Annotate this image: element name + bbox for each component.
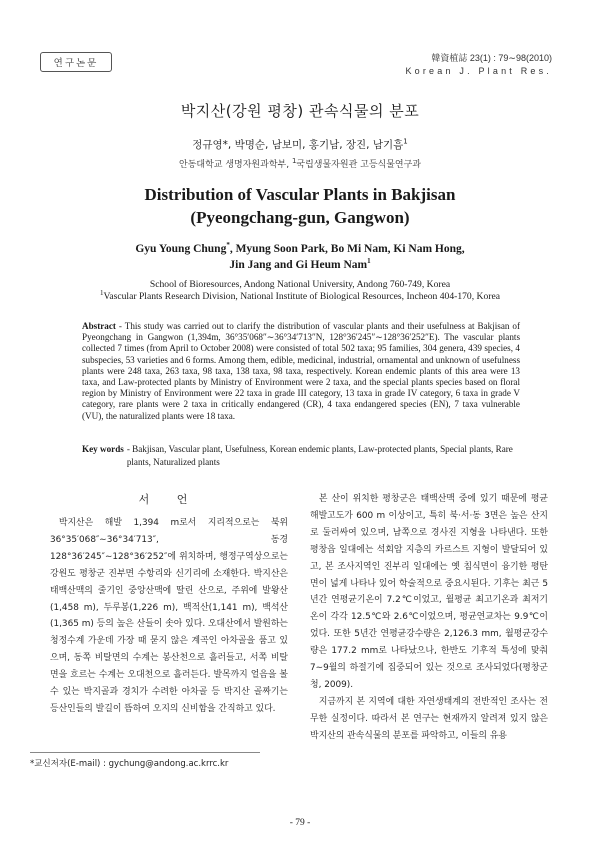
korean-author-superscript: 1	[403, 137, 408, 146]
korean-author-list: 정규영*, 박명순, 남보미, 홍기남, 장진, 남기흠	[192, 139, 404, 151]
footnote	[30, 752, 270, 769]
keywords	[82, 443, 520, 468]
affiliation-superscript: 1	[100, 288, 104, 297]
corresponding-email: *교신저자(E-mail) : gychung@andong.ac.krrc.kr	[30, 759, 229, 769]
english-title-line2: (Pyeongchang-gun, Gangwon)	[190, 208, 410, 227]
english-affiliation-line1: School of Bioresources, Andong National University, Andong 760-749, Korea	[149, 279, 451, 290]
english-affiliation-line2	[0, 288, 600, 303]
page-number: - 79 -	[289, 818, 311, 828]
english-authors-line2	[0, 257, 600, 273]
journal-name: Korean J. Plant Res.	[405, 66, 552, 76]
korean-affiliation-superscript: 1	[291, 157, 297, 165]
abstract-text: - This study was carried out to clarify the distribution of vascular plants and their usefulness at Bakjisan of Pyeongchang in Gangwon (1,394m, 36°35′068″∼36°34′713″N, 128°36′245″∼128°36′252″E). The vascular plants collected 7 times (from April to October 2008) were consisted of total 502 taxa; 95 families, 304 genera, 439 species, 4 subspecies, 53 varieties and 6 forms. Among them, edible, medicinal, industrial, ornamental and unknown of usefulness plants were 248 taxa, 263 taxa, 98 taxa, 138 taxa, 98 taxa, respectively. Korean endemic plants of this area were 13 taxa, and Law-protected plants by Ministry of Environment were 2 taxa, and the special plants species based on floral region by Ministry of Environment were 22 taxa in grade III category, 13 taxa in grade IV category, 6 taxa in grade V category, rare plants were 2 taxa in critically endangered (CR), 4 taxa endangered species (EN), 7 taxa vulnerable (VU), the naturalized plants were 18 taxa.	[82, 321, 520, 421]
english-authors	[0, 241, 600, 273]
corresponding-author: Gyu Young Chung	[135, 243, 227, 255]
section-heading-introduction: 서 언	[138, 493, 200, 506]
korean-affiliation	[0, 157, 600, 170]
left-column	[50, 491, 288, 718]
keywords-label: Key words	[82, 444, 124, 454]
article-type-tag: 연구논문	[40, 52, 112, 72]
intro-paragraph-1: 박지산은 해발 1,394 m로서 지리적으로는 북위 36°35′068″∼36°34′713″, 동경 128°36′245″∼128°36′252″에 위치하며, 행정구역상으로는 강원도 평창군 진부면 수항리와 신기리에 소재한다. 박지산은 태백산맥의 줄기인 중앙산맥에 딸린 산으로, 주위에 발왕산(1,458 m), 두루봉(1,226 m), 백적산(1,141 m), 백석산(1,365 m) 등의 높은 산들이 솟아 있다. 오대산에서 발원하는 청정수계 가운데 가장 때 묻지 않은 계곡인 아차골을 품고 있으며, 동쪽 비탈면의 수계는 봉산천으로 흘러들고, 서쪽 비탈면을 흐르는 수계는 오대천으로 흘러든다. 발목까지 얼음을 볼 수 있는 박지골과 경치가 수려한 아차골 등 박지산 골짜기는 등산인들의 발길이 뜸하여 오지의 신비함을 간직하고 있다.	[50, 518, 288, 714]
affiliation-second: Vascular Plants Research Division, National Institute of Biological Resources, Incheon 404-170, Korea	[103, 291, 500, 302]
abstract	[82, 321, 520, 422]
abstract-label: Abstract	[82, 321, 116, 331]
english-title-line1: Distribution of Vascular Plants in Bakjisan	[144, 185, 456, 204]
coauthors: , Myung Soon Park, Bo Mi Nam, Ki Nam Hong,	[229, 243, 465, 255]
korean-affiliation-second: 국립생물자원관 고등식물연구과	[296, 160, 421, 170]
journal-citation: 韓資植誌 23(1) : 79∼98(2010)	[431, 53, 552, 63]
korean-title: 박지산(강원 평창) 관속식물의 분포	[180, 102, 420, 120]
last-authors: Jin Jang and Gi Heum Nam	[229, 259, 368, 271]
english-title	[0, 183, 600, 229]
journal-info	[405, 52, 552, 78]
english-authors-line1	[0, 241, 600, 257]
keywords-text: - Bakjisan, Vascular plant, Usefulness, Korean endemic plants, Law-protected plants, Special plants, Rare plants, Naturalized plants	[126, 444, 513, 467]
intro-paragraph-3: 지금까지 본 지역에 대한 자연생태계의 전반적인 조사는 전무한 실정이다. 따라서 본 연구는 현재까지 알려져 있지 않은 박지산의 관속식물의 분포를 파악하고, 이들의 유용	[310, 696, 548, 741]
intro-paragraph-2: 본 산이 위치한 평창군은 태백산맥 중에 있기 때문에 평균 해발고도가 600 m 이상이고, 특히 북·서·동 3면은 높은 산지로 둘러싸여 있으며, 남쪽으로 경사진 지형을 나타낸다. 또한 평창읍 일대에는 석회암 지층의 카르스트 지형이 발달되어 있고, 본 조사지역인 진부리 일대에는 옛 침식면이 융기한 평탄면이 넓게 나타나 있어 학술적으로 중요시된다. 기후는 최근 5년간 연평균기온이 7.2℃이었고, 월평균 최고기온과 최저기온이 각각 12.5℃와 2.6℃이었으며, 평균연교차는 9.9℃이었다. 또한 5년간 연평균강수량은 2,126.3 mm, 월평균강수량은 177.2 mm로 나타났으나, 한반도 기후적 특성에 맞춰 7∼9월의 하절기에 집중되어 있는 것으로 조사되었다(평창군청, 2009).	[310, 494, 548, 690]
korean-authors	[0, 137, 600, 152]
footnote-rule	[30, 752, 260, 753]
korean-affiliation-main: 안동대학교 생명자원과학부,	[179, 160, 292, 170]
author-superscript: 1	[367, 257, 371, 266]
corresponding-star: *	[226, 241, 230, 250]
english-affiliation	[0, 279, 600, 303]
right-column	[310, 491, 548, 745]
